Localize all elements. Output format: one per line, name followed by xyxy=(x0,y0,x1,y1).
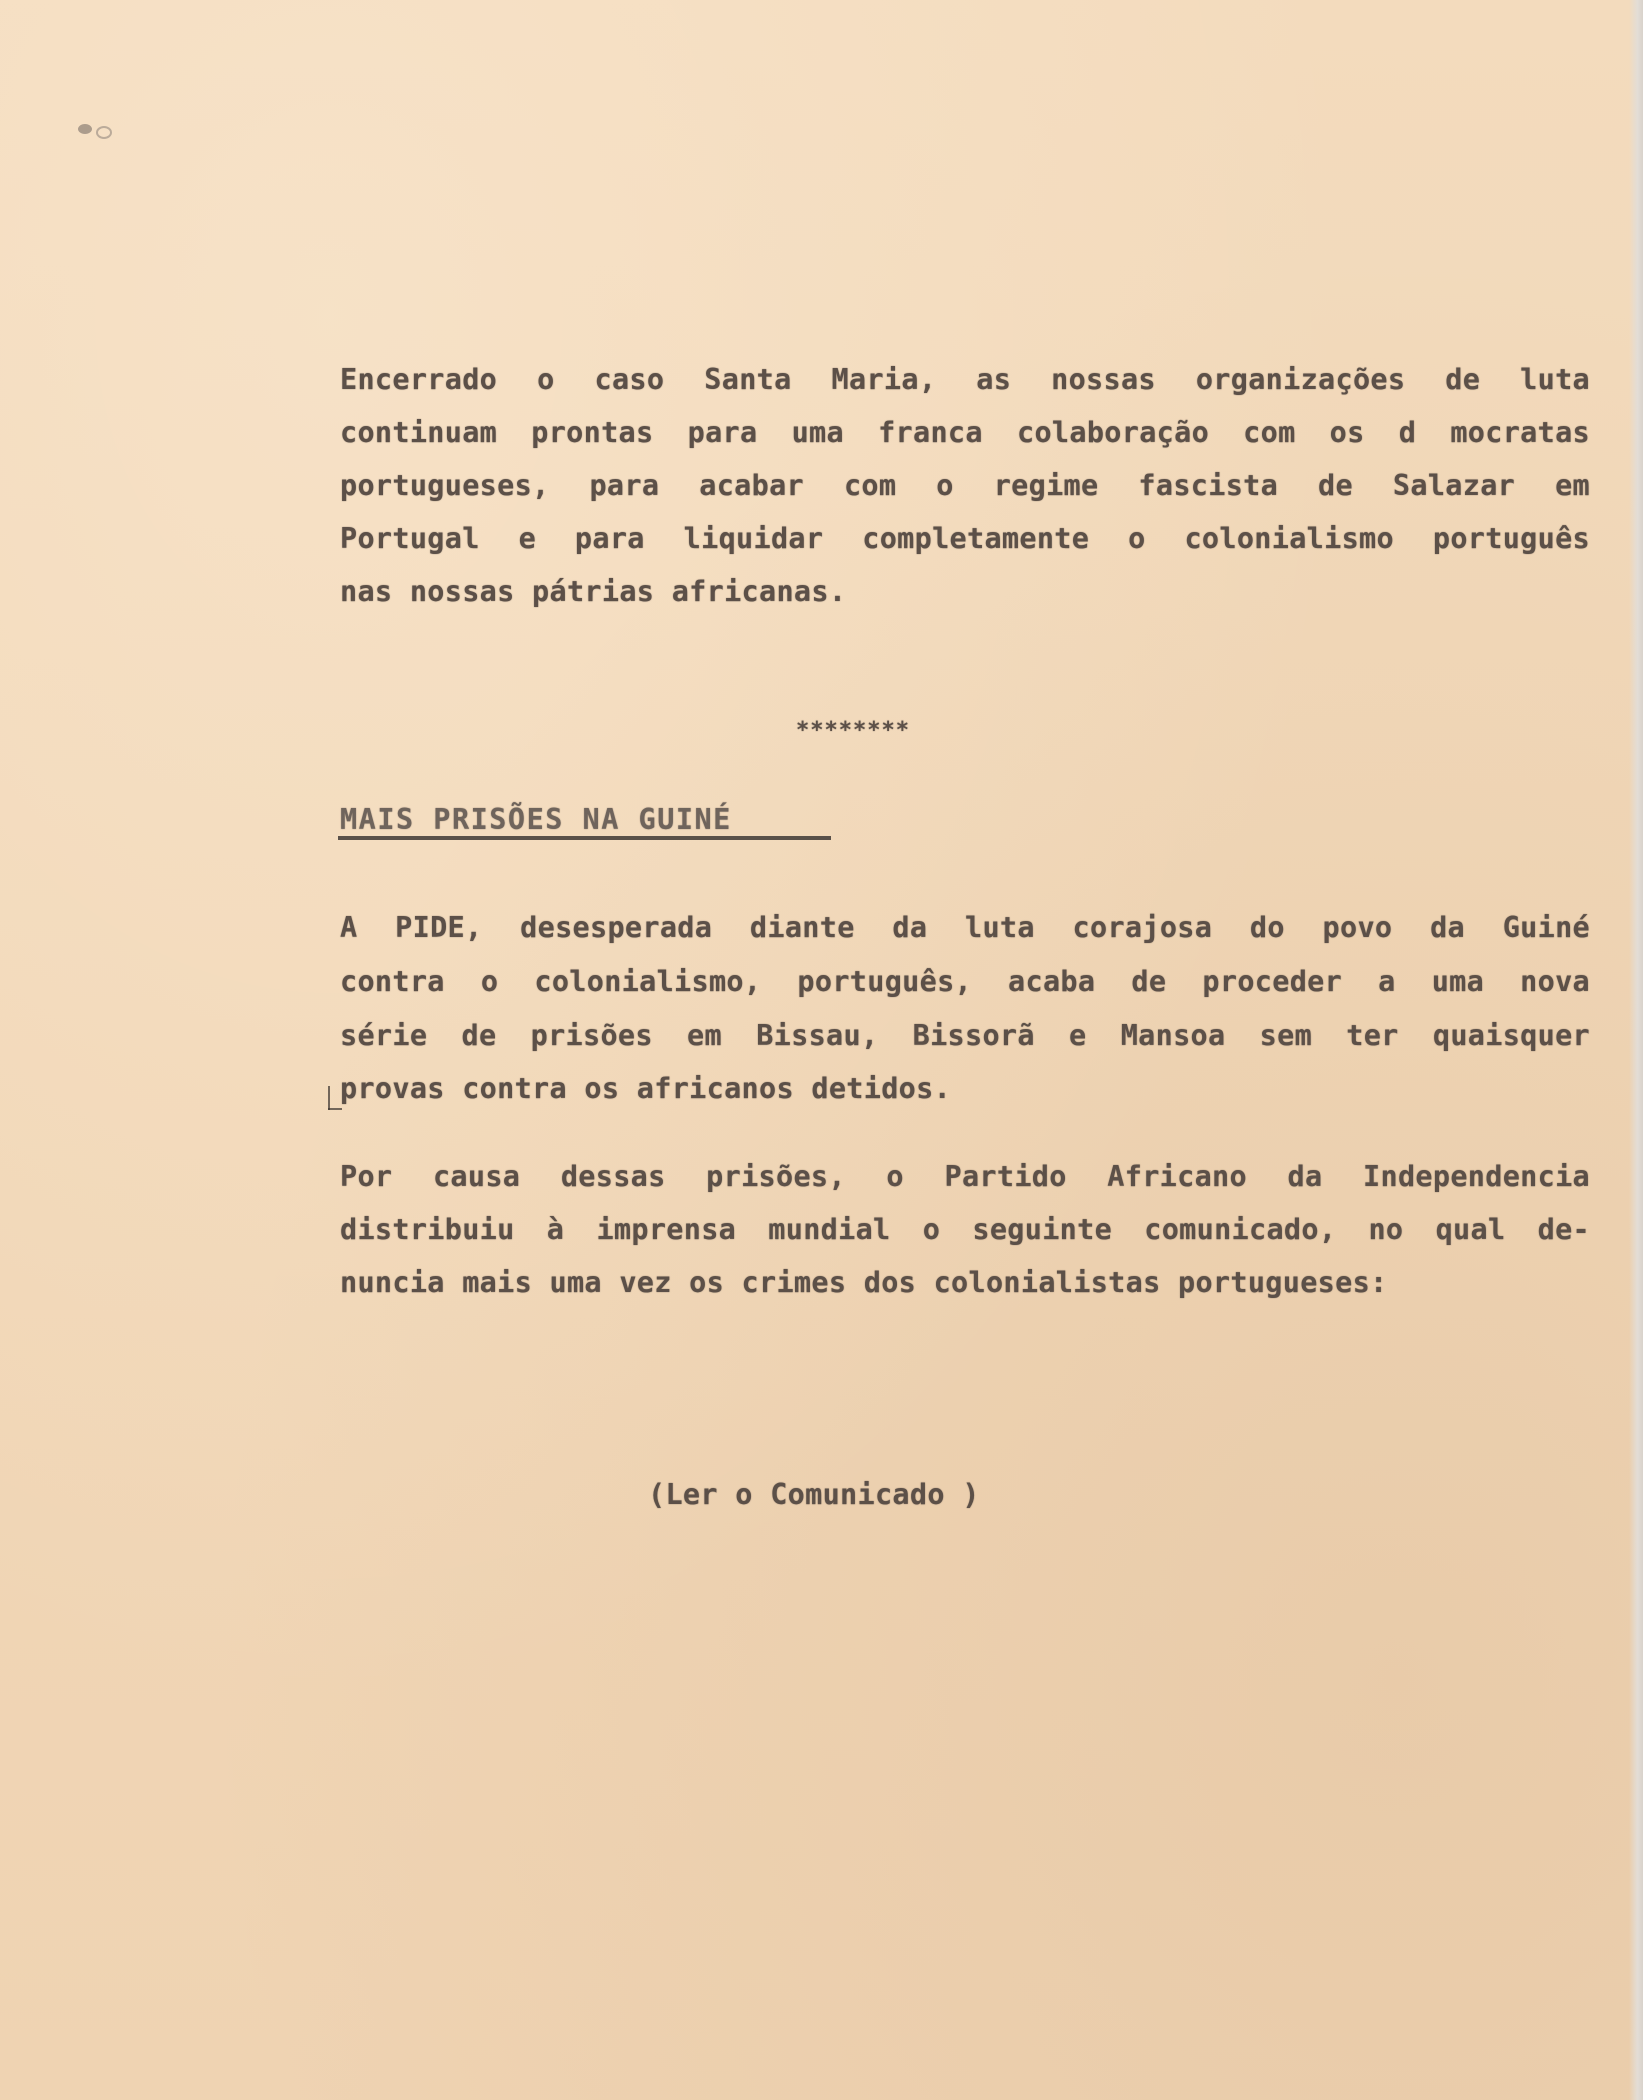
heading-underline xyxy=(338,836,831,840)
paragraph-1-line-2: continuam prontas para uma franca colaboração com os d mocratas xyxy=(340,416,1590,449)
staple-mark-2 xyxy=(96,126,112,139)
paragraph-2-line-1: A PIDE, desesperada diante da luta corajosa do povo da Guiné xyxy=(340,911,1590,944)
section-separator: ******** xyxy=(796,718,910,743)
paragraph-1-line-3: portugueses, para acabar com o regime fascista de Salazar em xyxy=(340,469,1590,502)
paragraph-2-line-2: contra o colonialismo, português, acaba de proceder a uma nova xyxy=(340,965,1590,998)
paragraph-3-line-1: Por causa dessas prisões, o Partido Africano da Independencia xyxy=(340,1160,1590,1193)
paragraph-3-line-2: distribuiu à imprensa mundial o seguinte comunicado, no qual de- xyxy=(340,1213,1590,1246)
paragraph-2-line-3: série de prisões em Bissau, Bissorã e Mansoa sem ter quaisquer xyxy=(340,1019,1590,1052)
paragraph-3-line-3: nuncia mais uma vez os crimes dos colonialistas portugueses: xyxy=(340,1266,1388,1299)
pencil-tick xyxy=(328,1086,330,1110)
paragraph-2-line-4: provas contra os africanos detidos. xyxy=(340,1072,952,1105)
paragraph-1-line-1: Encerrado o caso Santa Maria, as nossas organizações de luta xyxy=(340,363,1590,396)
closing-note: (Ler o Comunicado ) xyxy=(648,1478,980,1511)
paragraph-1-line-4: Portugal e para liquidar completamente o colonialismo português xyxy=(340,522,1590,555)
staple-mark xyxy=(78,124,92,134)
section-heading: MAIS PRISÕES NA GUINÉ xyxy=(340,803,732,836)
paper-edge xyxy=(1629,0,1643,2100)
paragraph-1-line-5: nas nossas pátrias africanas. xyxy=(340,575,847,608)
